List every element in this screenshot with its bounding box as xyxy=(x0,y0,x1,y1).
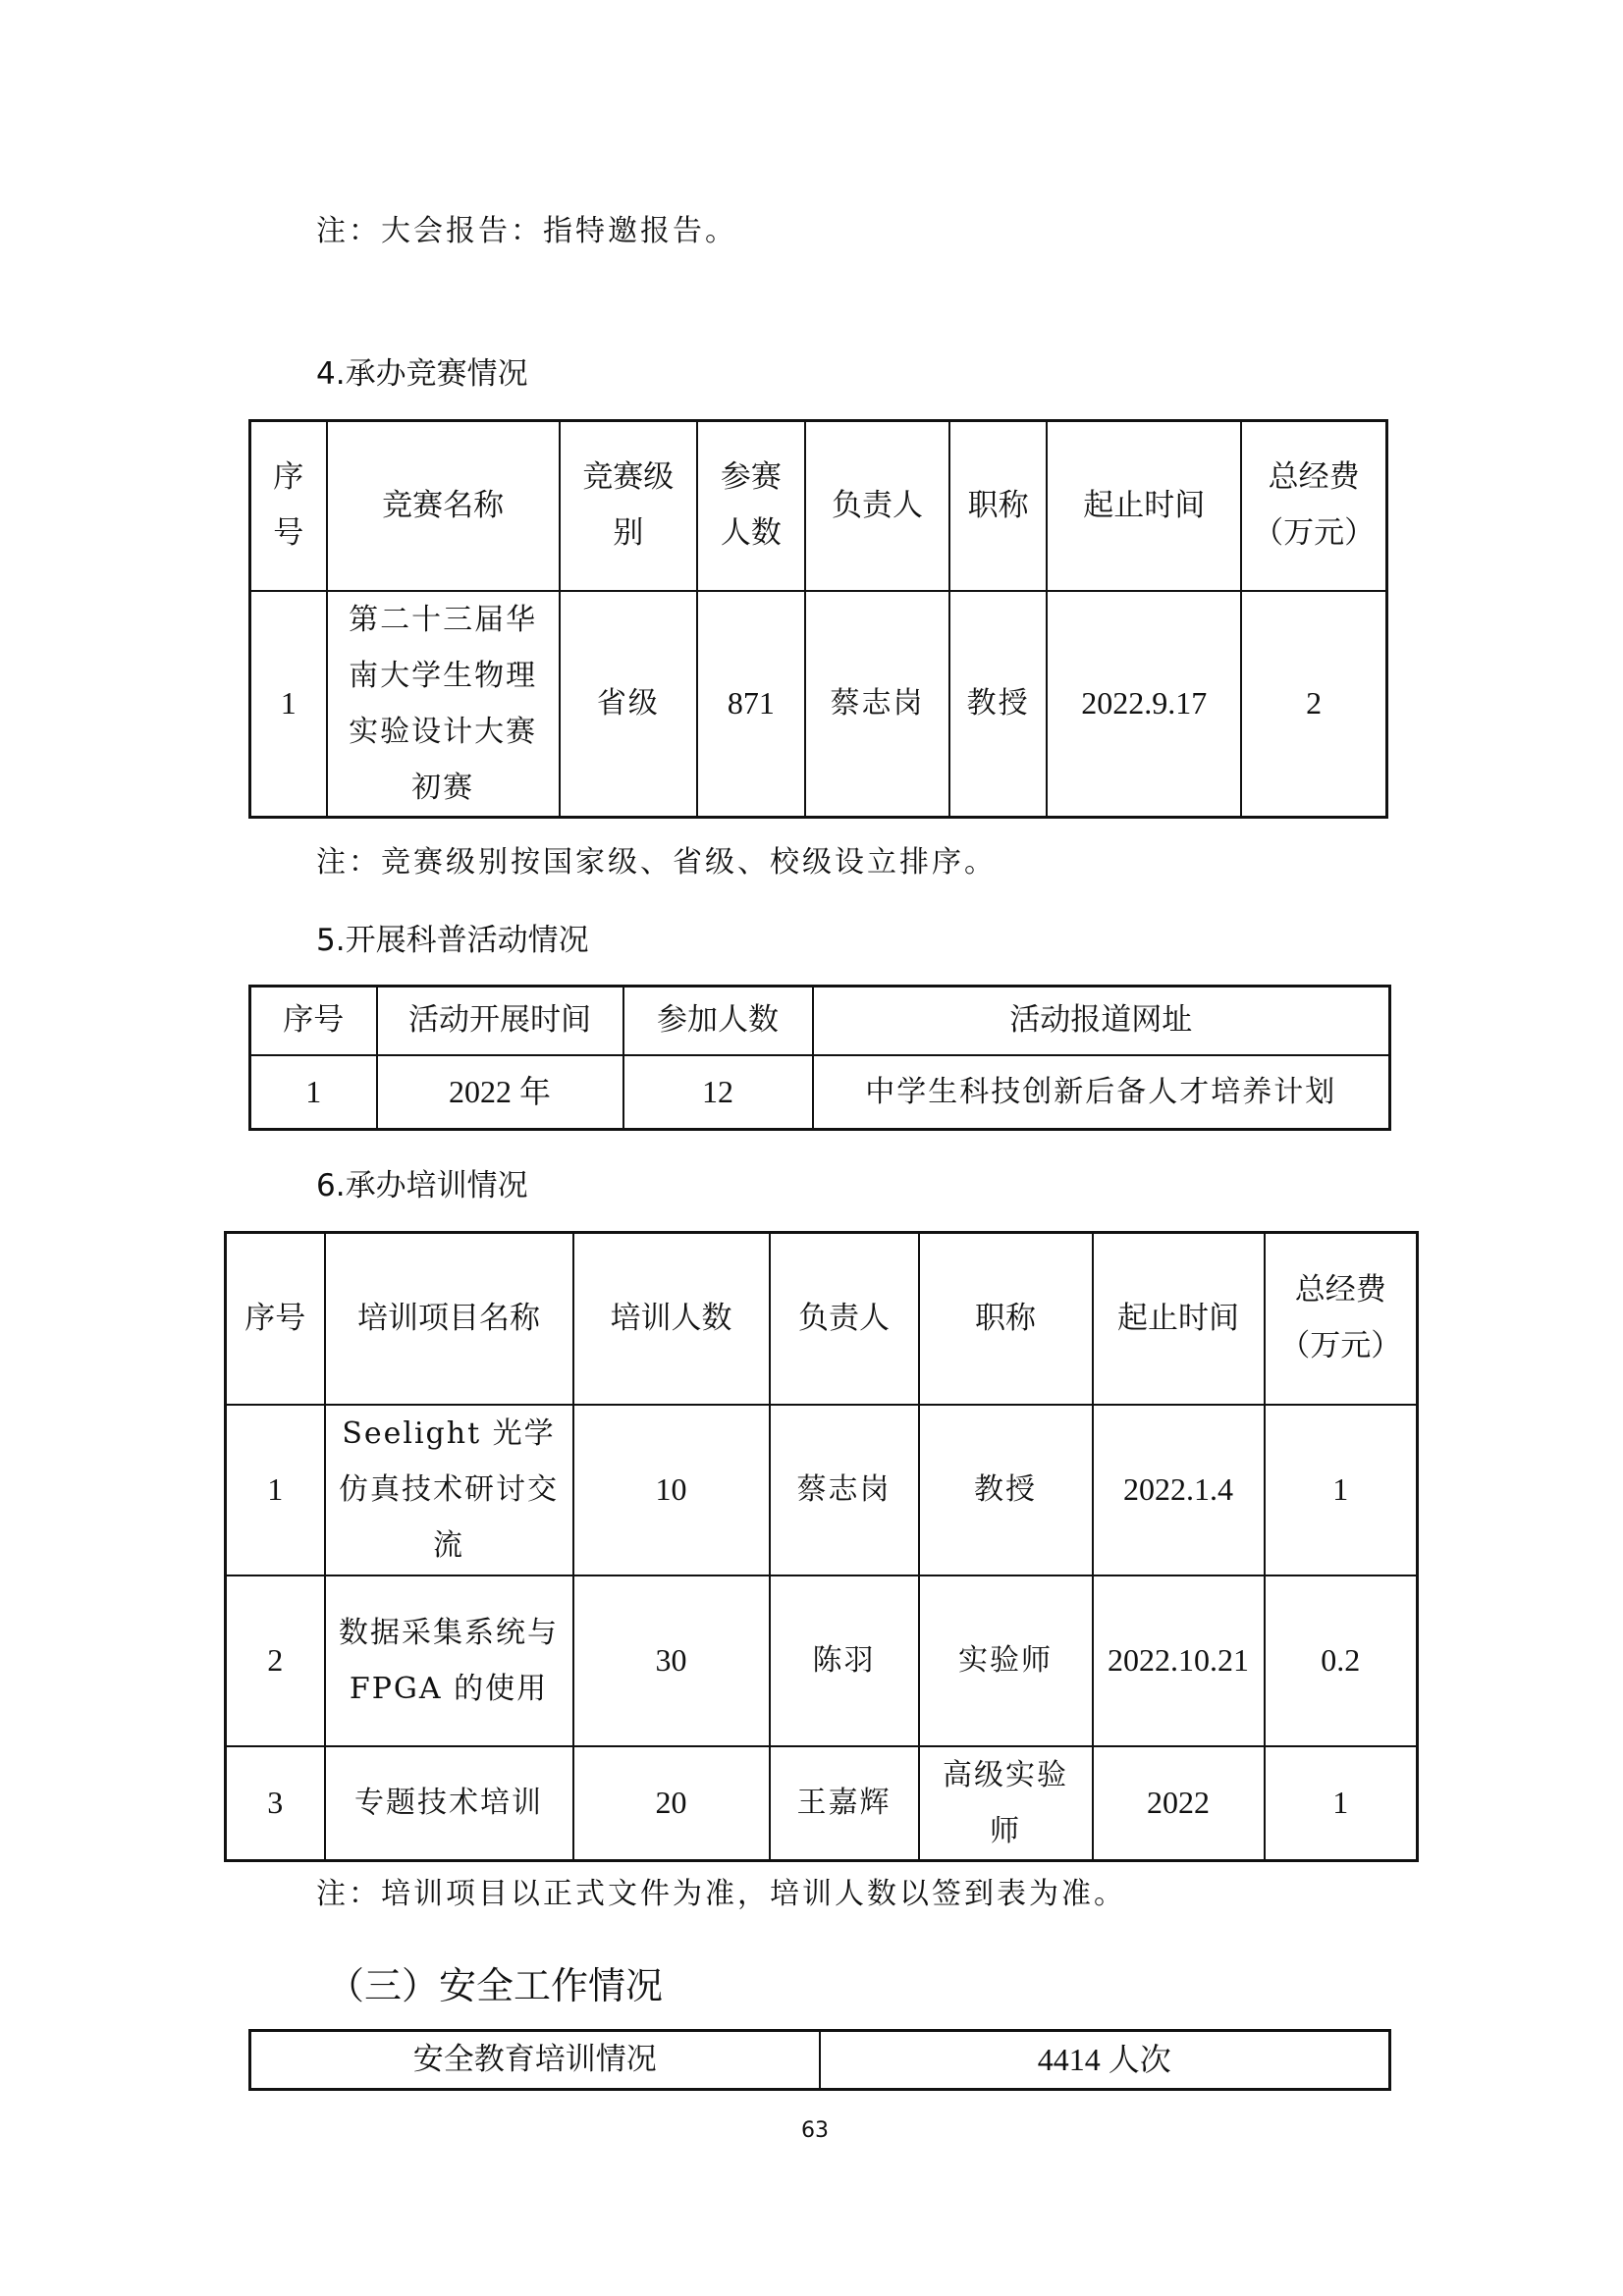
table-row xyxy=(250,591,1387,818)
table-row xyxy=(226,1405,1418,1575)
note-training: 注：培训项目以正式文件为准，培训人数以签到表为准。 xyxy=(316,1877,1126,1911)
cell-label: 安全教育培训情况 xyxy=(250,2031,820,2090)
cell-fund: 1 xyxy=(1265,1405,1418,1575)
competition-table xyxy=(248,419,1388,819)
cell-count: 12 xyxy=(623,1055,813,1130)
table-row xyxy=(226,1746,1418,1861)
header-count: 参加人数 xyxy=(623,987,813,1055)
header-time: 活动开展时间 xyxy=(377,987,623,1055)
cell-no: 1 xyxy=(226,1405,325,1575)
note-keynote: 注：大会报告：指特邀报告。 xyxy=(316,214,737,248)
cell-name: 第二十三届华南大学生物理实验设计大赛初赛 xyxy=(327,591,560,818)
header-fund: 总经费（万元） xyxy=(1241,421,1386,591)
cell-title: 教授 xyxy=(949,591,1047,818)
header-title: 职称 xyxy=(919,1233,1093,1405)
cell-level: 省级 xyxy=(560,591,697,818)
cell-name: 专题技术培训 xyxy=(325,1746,573,1861)
cell-fund: 1 xyxy=(1265,1746,1418,1861)
cell-leader: 王嘉辉 xyxy=(770,1746,919,1861)
header-leader: 负责人 xyxy=(805,421,949,591)
table-header-row xyxy=(226,1233,1418,1405)
cell-count: 30 xyxy=(573,1575,770,1746)
header-count: 参赛人数 xyxy=(697,421,805,591)
cell-time: 2022 xyxy=(1093,1746,1265,1861)
cell-time: 2022.10.21 xyxy=(1093,1575,1265,1746)
cell-count: 871 xyxy=(697,591,805,818)
cell-no: 2 xyxy=(226,1575,325,1746)
cell-name: 数据采集系统与 FPGA 的使用 xyxy=(325,1575,573,1746)
header-title: 职称 xyxy=(949,421,1047,591)
header-name: 培训项目名称 xyxy=(325,1233,573,1405)
section-safety-title: （三）安全工作情况 xyxy=(327,1964,664,2007)
cell-value: 4414 人次 xyxy=(820,2031,1390,2090)
cell-title: 高级实验师 xyxy=(919,1746,1093,1861)
table-row xyxy=(226,1575,1418,1746)
outreach-table xyxy=(248,985,1391,1131)
header-leader: 负责人 xyxy=(770,1233,919,1405)
cell-fund: 2 xyxy=(1241,591,1386,818)
page-number: 63 xyxy=(801,2118,829,2143)
table-row xyxy=(250,2031,1390,2090)
cell-time: 2022.9.17 xyxy=(1047,591,1241,818)
table-header-row xyxy=(250,421,1387,591)
header-time: 起止时间 xyxy=(1093,1233,1265,1405)
header-url: 活动报道网址 xyxy=(813,987,1390,1055)
cell-name: Seelight 光学仿真技术研讨交流 xyxy=(325,1405,573,1575)
cell-title: 实验师 xyxy=(919,1575,1093,1746)
note-competition: 注：竞赛级别按国家级、省级、校级设立排序。 xyxy=(316,845,997,880)
cell-time: 2022.1.4 xyxy=(1093,1405,1265,1575)
cell-url: 中学生科技创新后备人才培养计划 xyxy=(813,1055,1390,1130)
section4-title: 4.承办竞赛情况 xyxy=(316,356,528,392)
cell-count: 20 xyxy=(573,1746,770,1861)
cell-time: 2022 年 xyxy=(377,1055,623,1130)
cell-no: 1 xyxy=(250,591,327,818)
table-row xyxy=(250,1055,1390,1130)
cell-fund: 0.2 xyxy=(1265,1575,1418,1746)
table-header-row xyxy=(250,987,1390,1055)
header-name: 竞赛名称 xyxy=(327,421,560,591)
header-no: 序号 xyxy=(250,987,377,1055)
cell-leader: 陈羽 xyxy=(770,1575,919,1746)
cell-no: 1 xyxy=(250,1055,377,1130)
header-no: 序号 xyxy=(250,421,327,591)
header-time: 起止时间 xyxy=(1047,421,1241,591)
section6-title: 6.承办培训情况 xyxy=(316,1168,528,1203)
header-no: 序号 xyxy=(226,1233,325,1405)
training-table xyxy=(224,1231,1419,1862)
safety-table xyxy=(248,2029,1391,2091)
cell-title: 教授 xyxy=(919,1405,1093,1575)
cell-leader: 蔡志岗 xyxy=(805,591,949,818)
header-count: 培训人数 xyxy=(573,1233,770,1405)
cell-leader: 蔡志岗 xyxy=(770,1405,919,1575)
cell-count: 10 xyxy=(573,1405,770,1575)
header-level: 竞赛级别 xyxy=(560,421,697,591)
header-fund: 总经费（万元） xyxy=(1265,1233,1418,1405)
cell-no: 3 xyxy=(226,1746,325,1861)
section5-title: 5.开展科普活动情况 xyxy=(316,923,589,958)
